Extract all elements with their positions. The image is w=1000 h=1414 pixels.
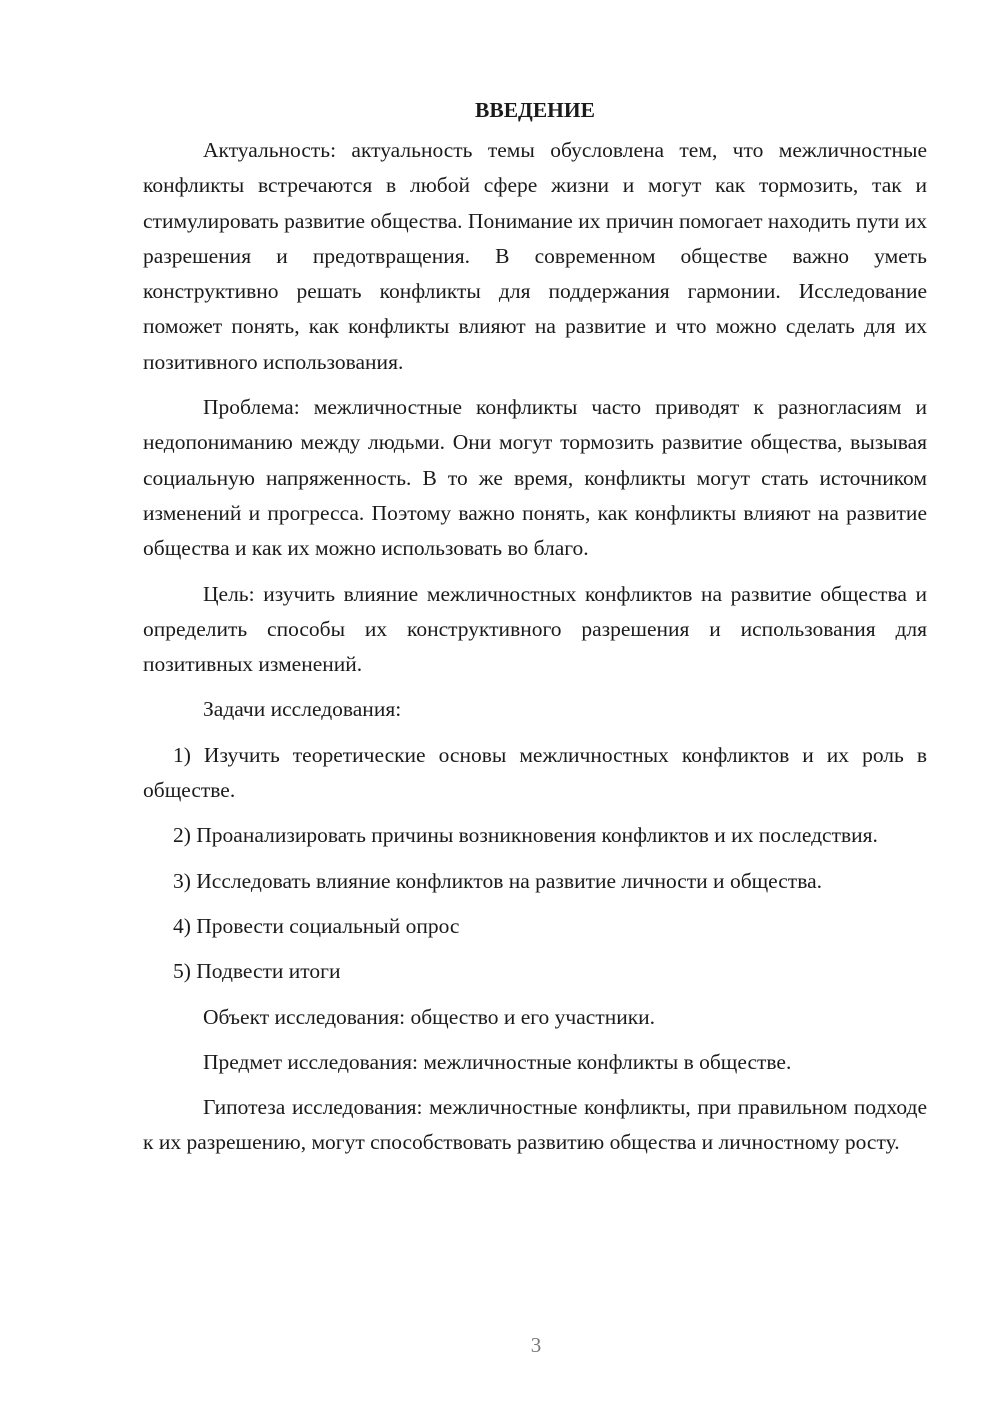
task-item-5: 5) Подвести итоги xyxy=(173,959,341,984)
hypothesis-paragraph: Гипотеза исследования: межличностные конфликты, при правильном подходе к их разрешению, могут способствовать развитию общества и личностному росту. xyxy=(143,1095,927,1155)
section-title: ВВЕДЕНИЕ xyxy=(475,98,595,122)
task-item-3: 3) Исследовать влияние конфликтов на развитие личности и общества. xyxy=(173,868,822,893)
tasks-heading: Задачи исследования: xyxy=(203,697,402,722)
goal-paragraph: Цель: изучить влияние межличностных конфликтов на развитие общества и определить способы их конструктивного разрешения и использования для позитивных изменений. xyxy=(143,581,927,677)
object-paragraph: Объект исследования: общество и его участники. xyxy=(203,1004,656,1029)
page-number: 3 xyxy=(530,1333,542,1357)
relevance-paragraph: Актуальность: актуальность темы обусловлена тем, что межличностные конфликты встречаются в любой сфере жизни и могут как тормозить, так и стимулировать развитие общества. Понимание их причин помогает находить пути их разрешения и предотвращения. В современном обществе важно уметь конструктивно решать конфликты для поддержания гармонии. Исследование поможет понять, как конфликты влияют на развитие и что можно сделать для их позитивного использования. xyxy=(143,138,927,374)
problem-paragraph: Проблема: межличностные конфликты часто приводят к разногласиям и недопониманию между людьми. Они могут тормозить развитие общества, вызывая социальную напряженность. В то же время, конфликты могут стать источником изменений и прогресса. Поэтому важно понять, как конфликты влияют на развитие общества и как их можно использовать во благо. xyxy=(143,395,927,561)
subject-paragraph: Предмет исследования: межличностные конфликты в обществе. xyxy=(203,1049,792,1074)
tasks-list xyxy=(143,738,927,990)
task-item-2: 2) Проанализировать причины возникновения конфликтов и их последствия. xyxy=(173,823,878,848)
task-item-1: 1) Изучить теоретические основы межличностных конфликтов и их роль в обществе. xyxy=(143,742,927,803)
document-page xyxy=(143,95,927,1171)
task-item-4: 4) Провести социальный опрос xyxy=(173,913,460,938)
